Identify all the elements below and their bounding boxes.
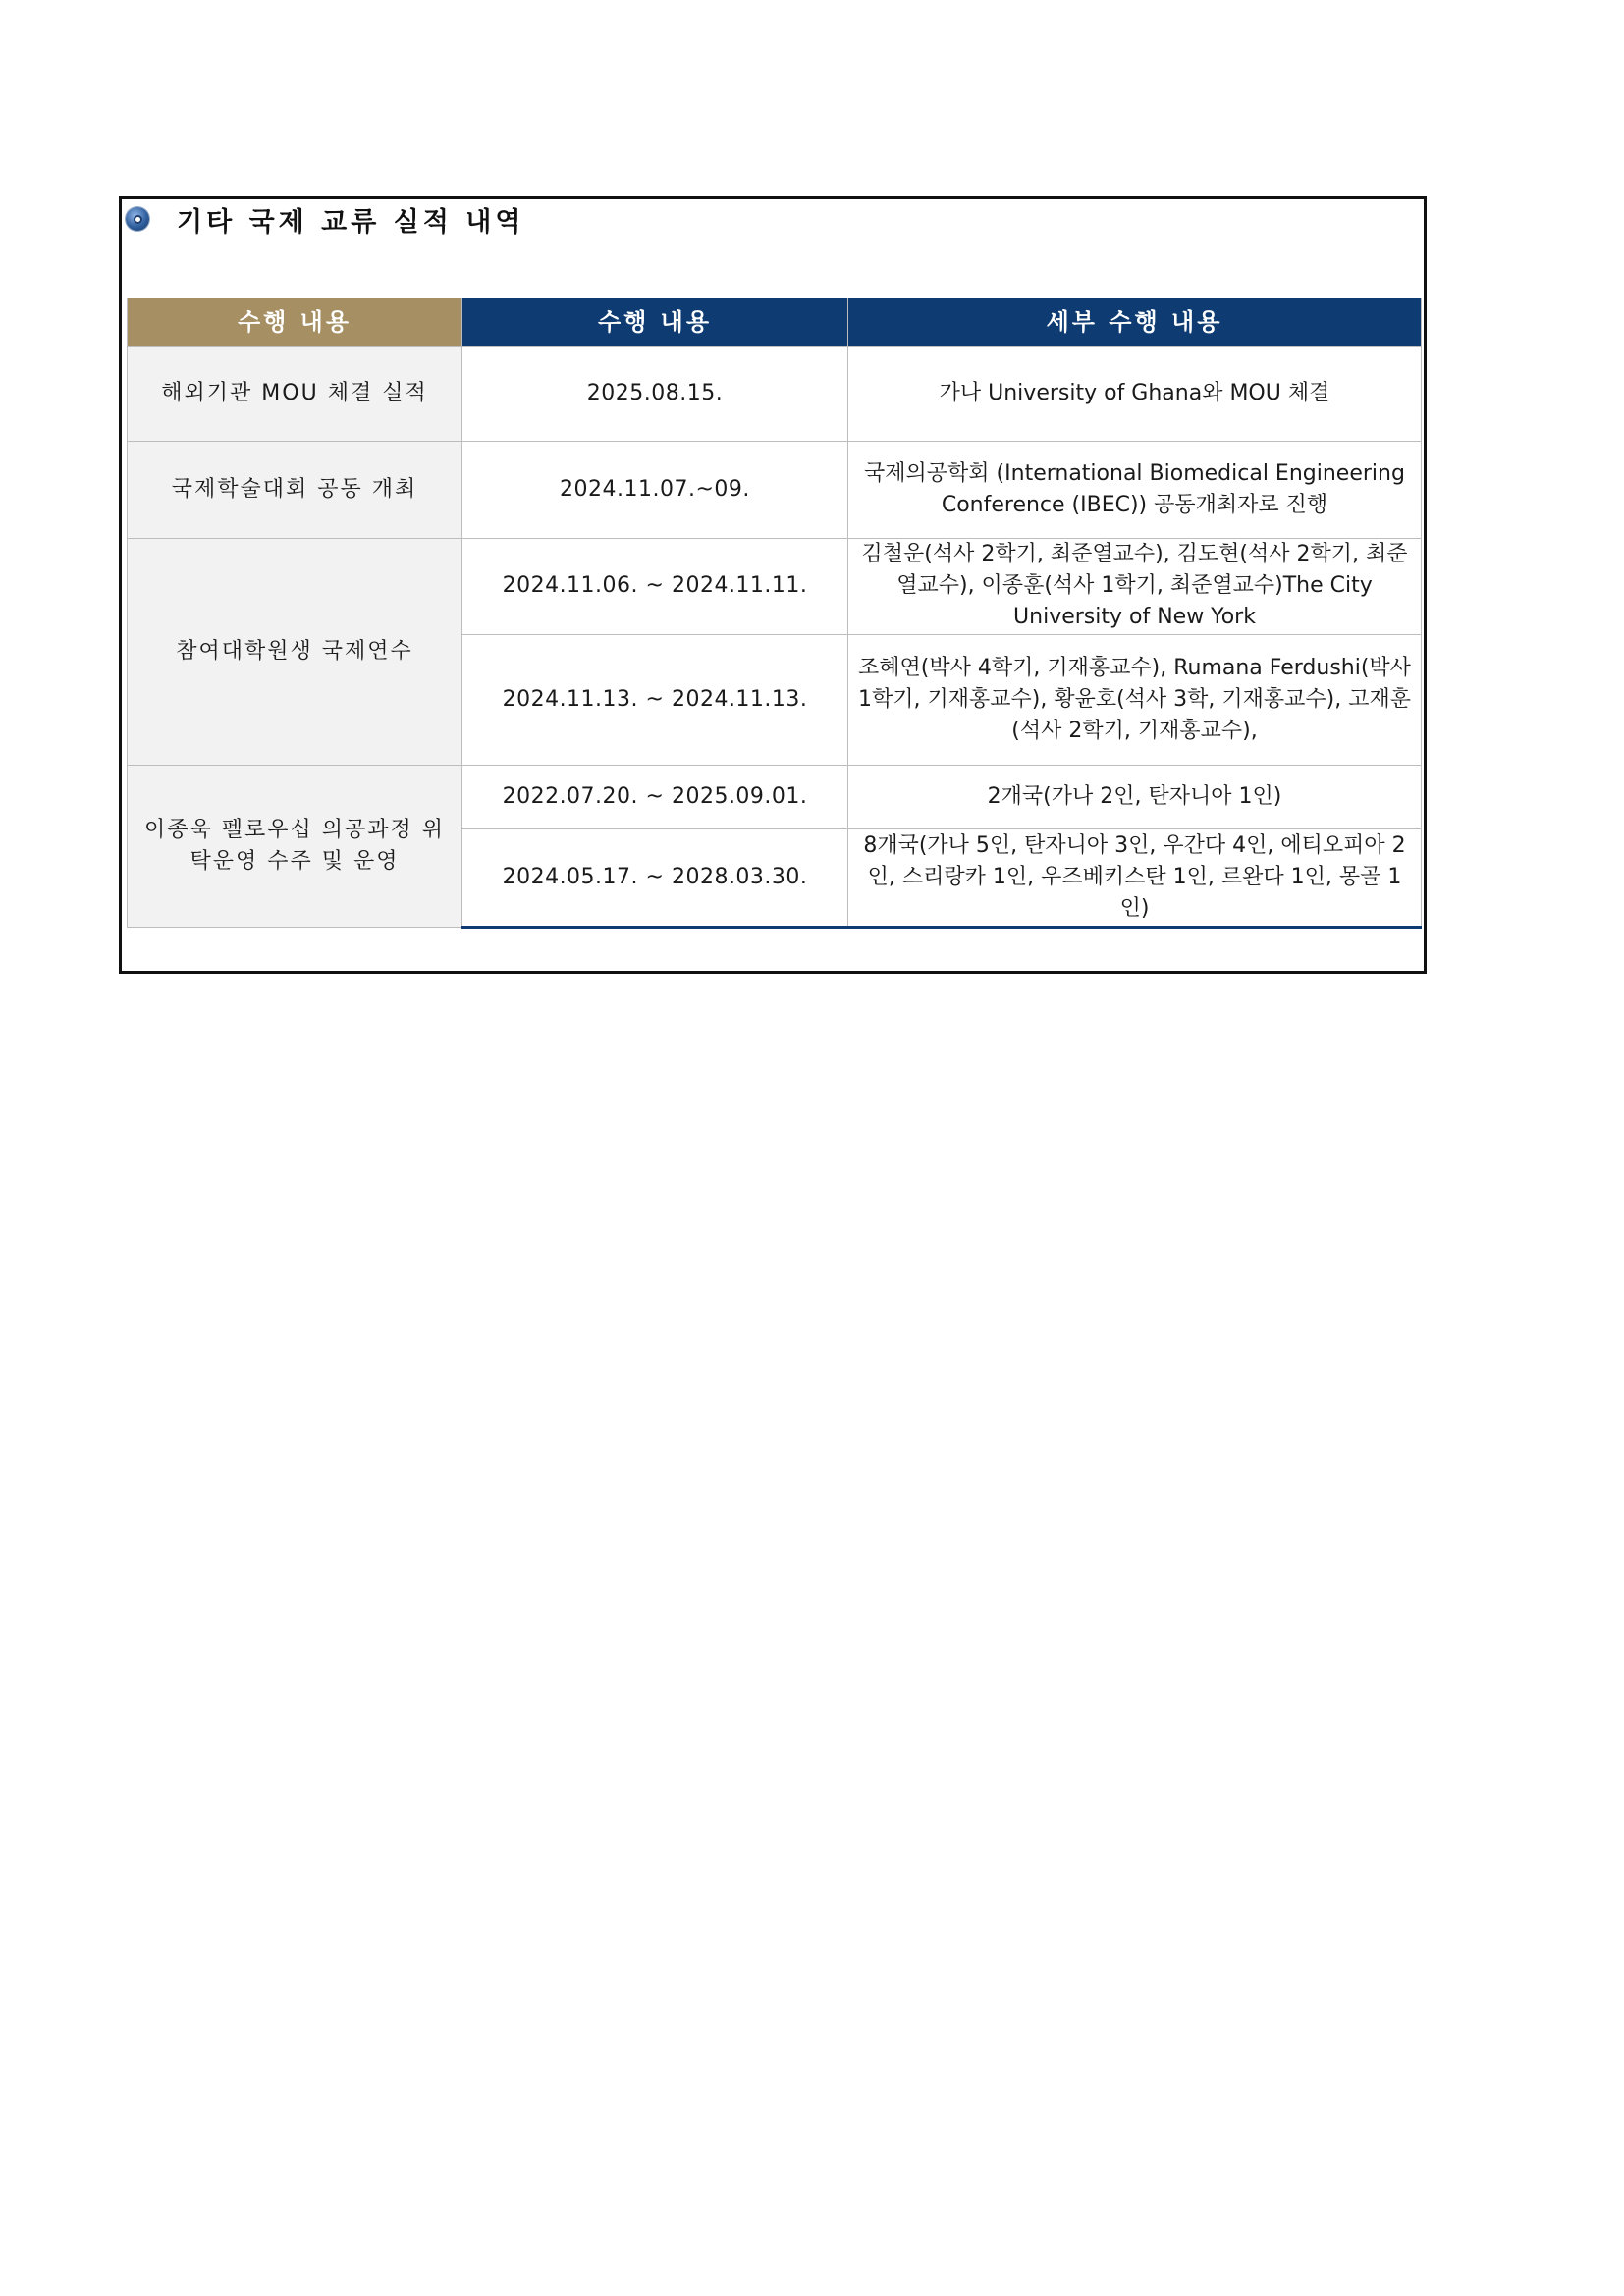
category-cell: 국제학술대회 공동 개최 <box>128 441 462 538</box>
table-row <box>128 346 1422 441</box>
detail-cell: 국제의공학회 (International Biomedical Engineering Conference (IBEC)) 공동개최자로 진행 <box>848 441 1422 538</box>
category-cell: 참여대학원생 국제연수 <box>128 538 462 765</box>
table-row <box>128 441 1422 538</box>
date-cell: 2022.07.20. ~ 2025.09.01. <box>462 765 848 828</box>
table-row <box>128 765 1422 828</box>
detail-cell: 8개국(가나 5인, 탄자니아 3인, 우간다 4인, 에티오피아 2인, 스리랑카 1인, 우즈베키스탄 1인, 르완다 1인, 몽골 1인) <box>848 828 1422 927</box>
exchange-table <box>127 298 1422 929</box>
circle-bullet-icon <box>126 207 149 231</box>
date-cell: 2024.11.13. ~ 2024.11.13. <box>462 634 848 765</box>
date-cell: 2024.05.17. ~ 2028.03.30. <box>462 828 848 927</box>
date-cell: 2024.11.07.~09. <box>462 441 848 538</box>
detail-cell: 김철운(석사 2학기, 최준열교수), 김도현(석사 2학기, 최준열교수), 이종훈(석사 1학기, 최준열교수)The City University of New York <box>848 538 1422 634</box>
header-detail: 세부 수행 내용 <box>848 298 1422 346</box>
table-row <box>128 538 1422 634</box>
detail-cell: 조혜연(박사 4학기, 기재홍교수), Rumana Ferdushi(박사 1학기, 기재홍교수), 황윤호(석사 3학, 기재홍교수), 고재훈(석사 2학기, 기재홍교수), <box>848 634 1422 765</box>
detail-cell: 가나 University of Ghana와 MOU 체결 <box>848 346 1422 441</box>
detail-cell: 2개국(가나 2인, 탄자니아 1인) <box>848 765 1422 828</box>
header-category: 수행 내용 <box>128 298 462 346</box>
date-cell: 2024.11.06. ~ 2024.11.11. <box>462 538 848 634</box>
category-cell: 해외기관 MOU 체결 실적 <box>128 346 462 441</box>
section-heading <box>124 199 524 239</box>
category-cell: 이종욱 펠로우십 의공과정 위탁운영 수주 및 운영 <box>128 765 462 927</box>
section-title: 기타 국제 교류 실적 내역 <box>177 206 525 238</box>
header-date: 수행 내용 <box>462 298 848 346</box>
table-header-row <box>128 298 1422 346</box>
date-cell: 2025.08.15. <box>462 346 848 441</box>
